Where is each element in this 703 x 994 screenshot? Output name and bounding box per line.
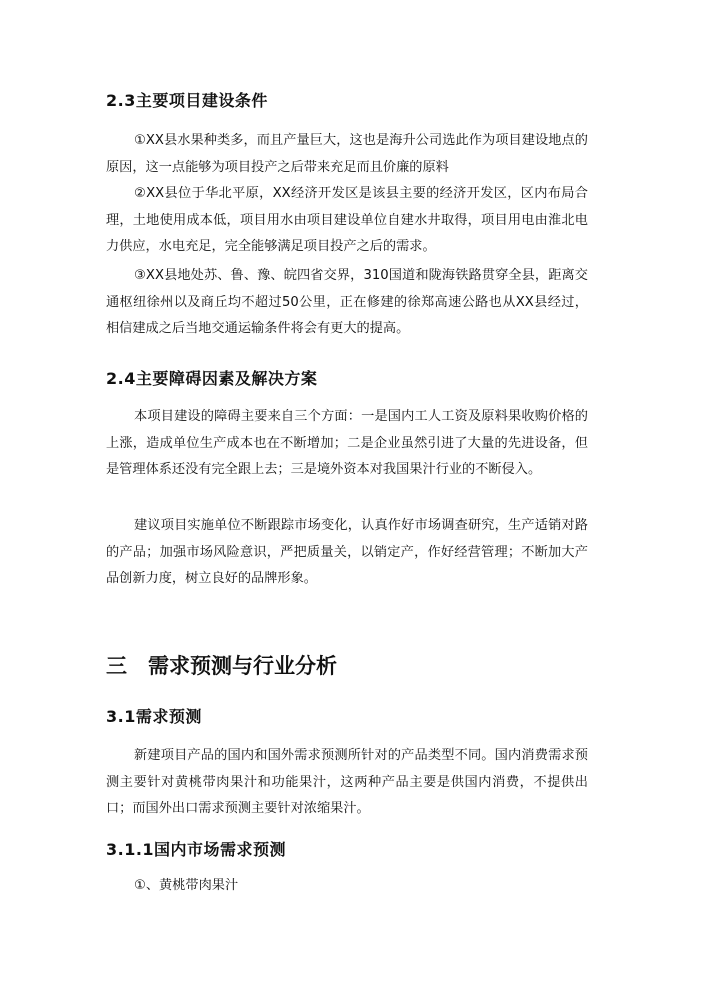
paragraph-2-3-1: ①XX县水果种类多，而且产量巨大，这也是海升公司选此作为项目建设地点的原因，这一点能够为项目投产之后带来充足而且价廉的原料: [106, 133, 588, 175]
section-heading-2-3: 2.3主要项目建设条件: [106, 91, 268, 110]
section-heading-2-4: 2.4主要障碍因素及解决方案: [106, 369, 318, 388]
chapter-title: 需求预测与行业分析: [148, 654, 337, 678]
paragraph-2-4-1: 本项目建设的障碍主要来自三个方面：一是国内工人工资及原料果收购价格的上涨，造成单位生产成本也在不断增加；二是企业虽然引进了大量的先进设备，但是管理体系还没有完全跟上去；三是境外资本对我国果汁行业的不断侵入。: [106, 409, 588, 477]
list-item-yellow-peach-juice: ①、黄桃带肉果汁: [134, 878, 239, 893]
paragraph-2-3-2: ②XX县位于华北平原，XX经济开发区是该县主要的经济开发区，区内布局合理，土地使用成本低，项目用水由项目建设单位自建水井取得，项目用电由淮北电力供应，水电充足，完全能够满足项目投产之后的需求。: [106, 186, 588, 254]
chapter-number: 三: [106, 654, 127, 678]
chapter-heading-3: [106, 650, 337, 680]
paragraph-2-4-2: 建议项目实施单位不断跟踪市场变化，认真作好市场调查研究，生产适销对路的产品；加强市场风险意识，严把质量关，以销定产，作好经营管理；不断加大产品创新力度，树立良好的品牌形象。: [106, 518, 588, 586]
section-heading-3-1-1: 3.1.1国内市场需求预测: [106, 840, 287, 859]
paragraph-2-3-3: ③XX县地处苏、鲁、豫、皖四省交界，310国道和陇海铁路贯穿全县，距离交通枢纽徐州以及商丘均不超过50公里，正在修建的徐郑高速公路也从XX县经过，相信建成之后当地交通运输条件将会有更大的提高。: [106, 268, 588, 336]
paragraph-3-1-1: 新建项目产品的国内和国外需求预测所针对的产品类型不同。国内消费需求预测主要针对黄桃带肉果汁和功能果汁，这两种产品主要是供国内消费，不提供出口；而国外出口需求预测主要针对浓缩果汁。: [106, 748, 588, 816]
section-heading-3-1: 3.1需求预测: [106, 707, 202, 726]
